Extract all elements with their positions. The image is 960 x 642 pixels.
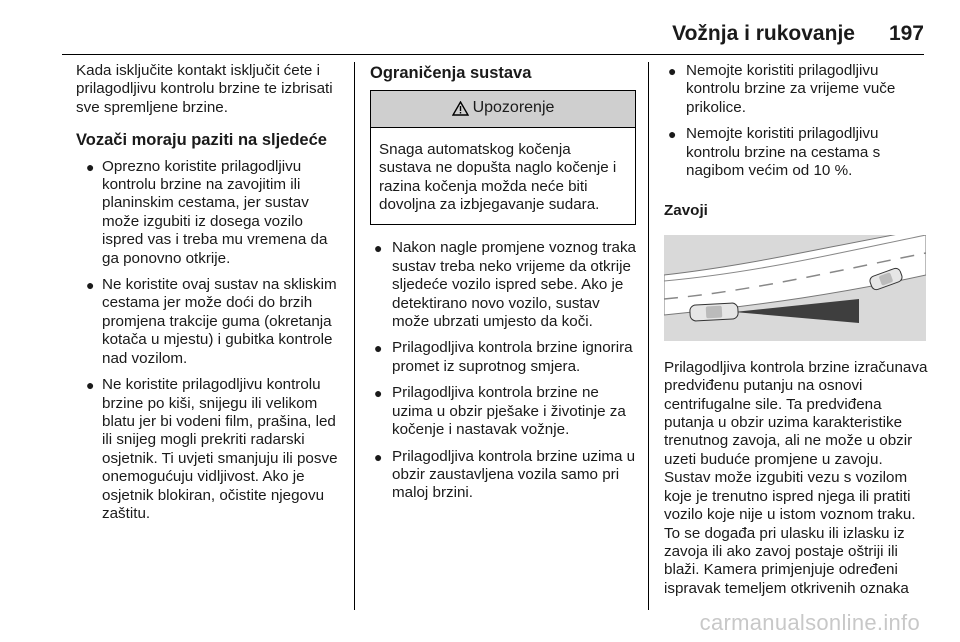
warning-box — [370, 90, 636, 225]
bullet-icon: ● — [86, 158, 95, 175]
trailer-list — [664, 62, 930, 180]
limits-list — [370, 239, 636, 502]
watermark: carmanualsonline.info — [699, 610, 920, 635]
driver-notes-heading: Vozači moraju paziti na sljedeće — [76, 131, 327, 150]
column-divider — [354, 62, 355, 610]
driver-notes-list — [76, 158, 344, 524]
warning-text: Snaga automatskog kočenja sustava ne dopušta naglo kočenje i razina kočenja možda neće biti dovoljna za izbjegavanje sudara. — [379, 140, 617, 214]
bullet-icon: ● — [374, 240, 383, 257]
system-limits-heading: Ograničenja sustava — [370, 64, 532, 82]
header-rule — [62, 54, 924, 55]
list-item: ● Nemojte koristiti prilagodljivu kontrolu brzine na cestama s nagibom većim od 10 %. — [668, 125, 881, 180]
bullet-icon: ● — [668, 63, 677, 79]
column-divider — [648, 62, 649, 610]
list-item: ● Prilagodljiva kontrola brzine ignorira promet iz suprotnog smjera. — [374, 339, 633, 375]
warning-header — [371, 91, 635, 127]
column-2 — [370, 62, 636, 511]
bullet-icon: ● — [86, 277, 95, 294]
column-3 — [664, 62, 930, 598]
bullet-icon: ● — [374, 340, 383, 357]
bullet-icon: ● — [374, 385, 383, 402]
warning-title: Upozorenje — [472, 99, 555, 117]
bullet-icon: ● — [86, 377, 95, 394]
curves-paragraph: Prilagodljiva kontrola brzine izračunava predviđenu putanju na osnovi centrifugalne sile. Ta predviđena putanja u obzir uzima karakteristike trenutnog zavoja, ali ne može u obzir uzeti buduće promjene u zavoju. Sustav može izgubiti vezu s vozilom koje je trenutno ispred njega ili pratiti vozilo koje nije u istom voznom traku. To se događa pri ulasku ili izlasku iz zavoja ili ako zavoj postaje oštriji ili blaži. Kamera primjenjuje određeni ispravak temeljem otkrivenih oznaka — [664, 358, 928, 597]
bullet-icon: ● — [668, 126, 677, 143]
list-item: ● Nemojte koristiti prilagodljivu kontrolu brzine za vrijeme vuče prikolice. — [668, 62, 896, 116]
column-1 — [76, 62, 344, 531]
list-item: ● Nakon nagle promjene voznog traka sustav treba neko vrijeme da otkrije sljedeće vozilo ispred sebe. Ako je detektirano novo vozilo, sustav može ubrzati umjesto da koči. — [374, 239, 636, 331]
section-title: Vožnja i rukovanje — [672, 22, 855, 45]
list-item: ● Ne koristite ovaj sustav na skliskim cestama jer može doći do brzih promjena trakcije guma (okretanja kotača u mjestu) i gubitka kontrole nad vozilom. — [86, 276, 337, 367]
curve-illustration — [664, 235, 926, 341]
warning-triangle-icon — [452, 101, 469, 116]
list-item: ● Oprezno koristite prilagodljivu kontrolu brzine na zavojitim ili planinskim cestama, jer sustav može izgubiti iz dosega vozilo ispred vas i treba mu vremena da ga ponovno otkrije. — [86, 157, 328, 267]
curves-heading: Zavoji — [664, 202, 708, 220]
list-item: ● Ne koristite prilagodljivu kontrolu brzine po kiši, snijegu ili velikom blatu jer bi vodeni film, prašina, led ili snijeg mogli prekriti radarski osjetnik. Ti uvjeti smanjuju ili posve onemogućuju vidljivost. Ako je osjetnik blokiran, očistite njegovu zaštitu. — [86, 376, 338, 522]
own-car-icon — [690, 303, 739, 321]
page-header — [60, 22, 924, 46]
bullet-icon: ● — [374, 448, 383, 465]
list-item: ● Prilagodljiva kontrola brzine uzima u obzir zaustavljena vozila samo pri maloj brzini. — [374, 447, 636, 502]
list-item: ● Prilagodljiva kontrola brzine ne uzima u obzir pješake i životinje za kočenje i nastavak vožnje. — [374, 384, 626, 439]
intro-paragraph: Kada isključite kontakt isključit ćete i prilagodljivu kontrolu brzine te izbrisati sve spremljene brzine. — [76, 62, 333, 116]
page-number: 197 — [888, 22, 924, 45]
